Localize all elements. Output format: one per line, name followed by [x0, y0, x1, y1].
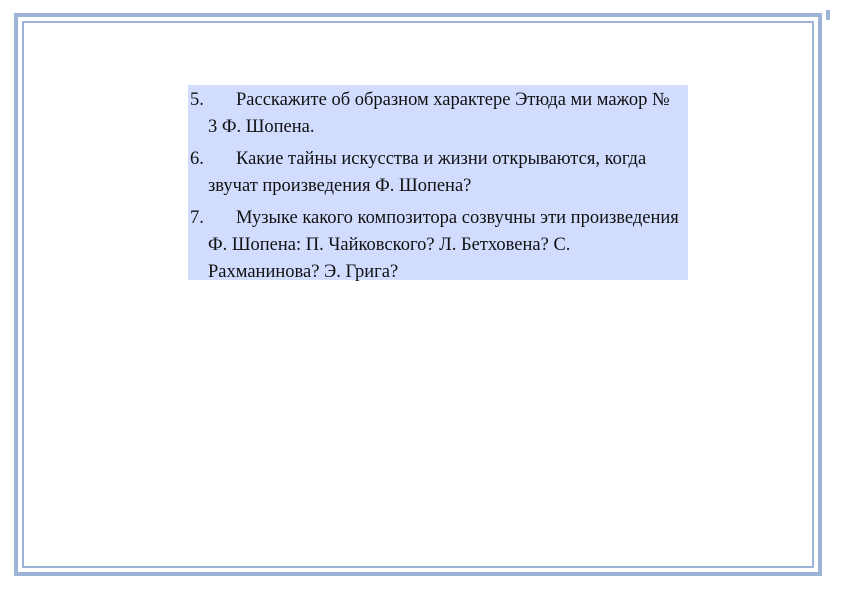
question-text: Расскажите об образном характере Этюда ми мажор № 3 Ф. Шопена. — [208, 90, 670, 137]
question-number: 7. — [190, 208, 204, 228]
question-item — [190, 146, 682, 200]
question-number: 5. — [190, 90, 204, 110]
question-number: 6. — [190, 149, 204, 169]
question-text: Какие тайны искусства и жизни открываются, когда звучат произведения Ф. Шопена? — [208, 149, 647, 196]
question-item — [190, 205, 682, 286]
frame-corner-mark — [826, 10, 830, 20]
question-item — [190, 87, 682, 141]
question-text: Музыке какого композитора созвучны эти произведения Ф. Шопена: П. Чайковского? Л. Бетховена? С. Рахманинова? Э. Грига? — [208, 208, 679, 282]
questions-list — [188, 85, 688, 280]
